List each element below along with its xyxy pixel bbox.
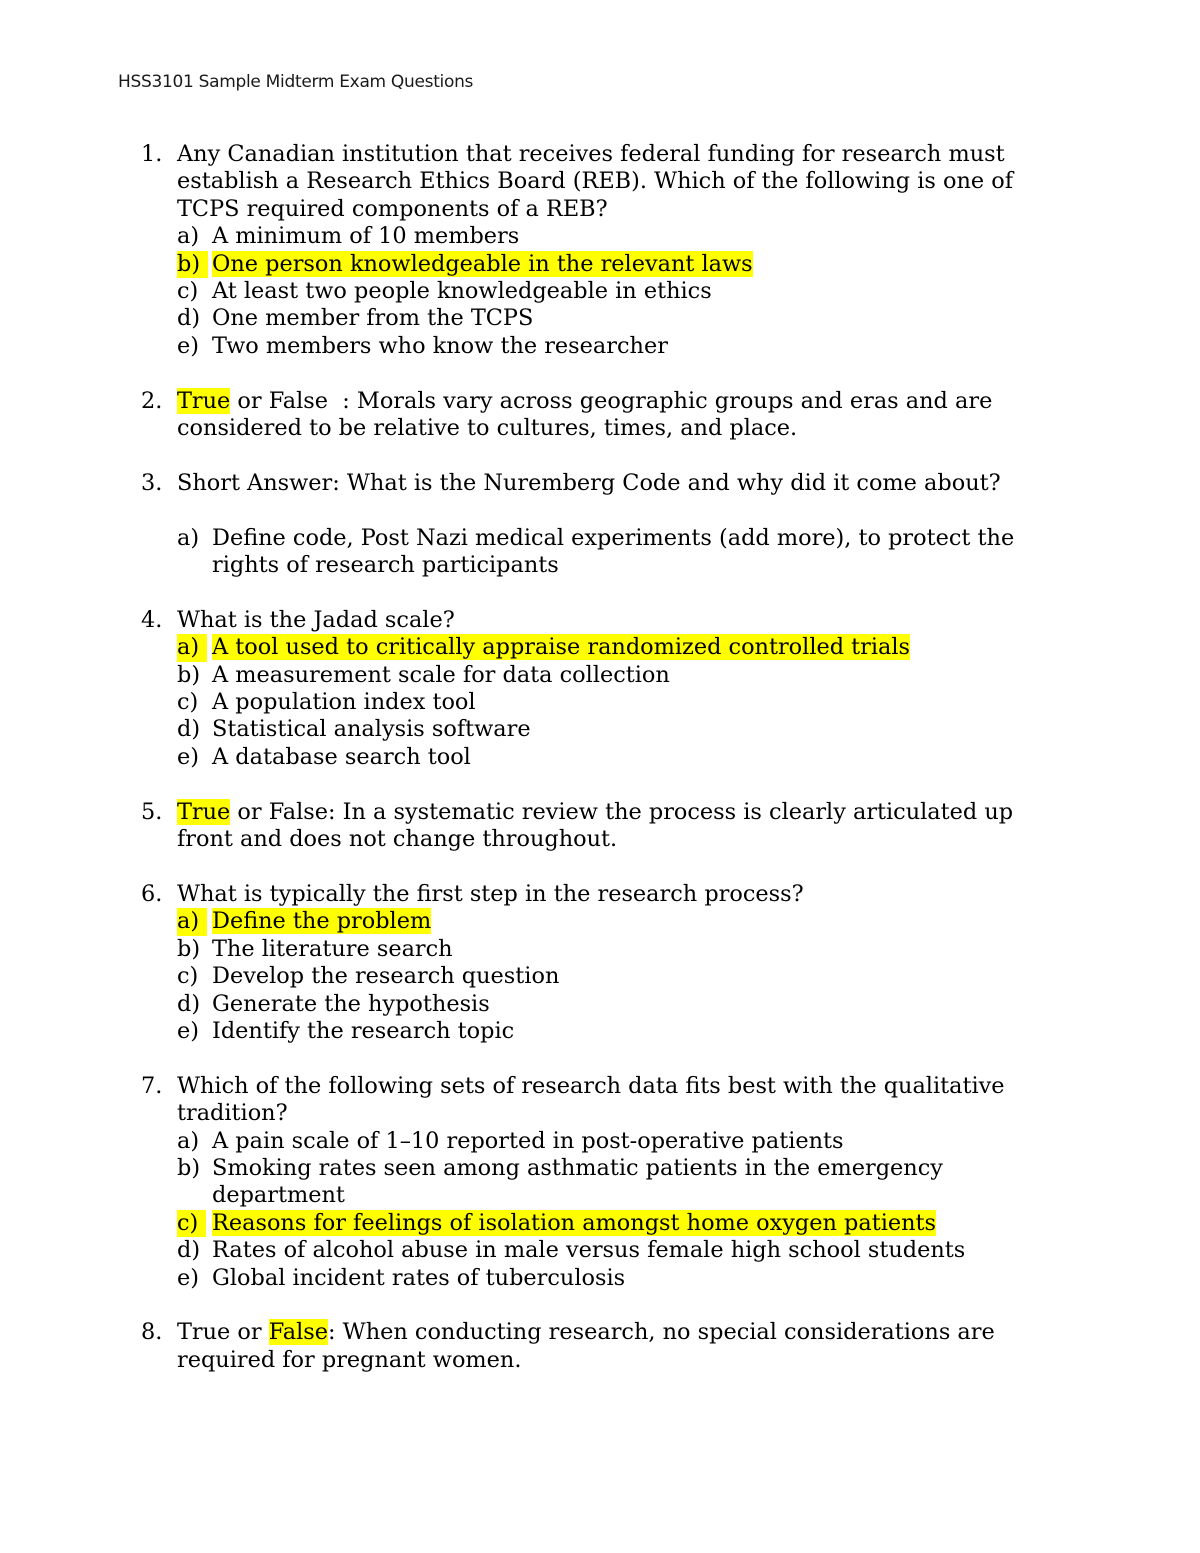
option-letter: b) xyxy=(177,935,201,962)
option-letter: a) xyxy=(177,634,207,661)
option-letter: b) xyxy=(177,1154,201,1181)
question-text: : When conducting research, no special considerations are xyxy=(328,1319,995,1346)
option-text: A tool used to critically appraise randomized controlled trials xyxy=(212,634,911,661)
question-text: What is the Jadad scale? xyxy=(177,606,455,633)
option-text: Define code, Post Nazi medical experiments (add more), to protect the xyxy=(212,524,1015,551)
option-a xyxy=(0,223,1200,250)
option-c xyxy=(0,689,1200,716)
option-letter: a) xyxy=(177,908,207,935)
option-b xyxy=(0,662,1200,689)
option-text: Two members who know the researcher xyxy=(212,332,668,359)
option-a-highlighted-answer xyxy=(0,634,1200,661)
question-number: 6. xyxy=(141,880,163,907)
option-text: At least two people knowledgeable in ethics xyxy=(212,278,712,305)
question-list xyxy=(0,141,1200,1374)
option-a-highlighted-answer xyxy=(0,908,1200,935)
question-8 xyxy=(0,1319,1200,1374)
question-4 xyxy=(0,607,1200,771)
question-text: Short Answer: What is the Nuremberg Code and why did it come about? xyxy=(177,469,1001,496)
question-text: Any Canadian institution that receives federal funding for research must xyxy=(177,141,1005,167)
question-text: considered to be relative to cultures, times, and place. xyxy=(177,415,798,442)
option-c-highlighted-answer xyxy=(0,1210,1200,1237)
option-text: A minimum of 10 members xyxy=(212,223,520,250)
question-number: 5. xyxy=(141,798,163,825)
option-b xyxy=(0,1155,1200,1182)
option-b xyxy=(0,936,1200,963)
option-e xyxy=(0,1265,1200,1292)
option-e xyxy=(0,333,1200,360)
question-text: tradition? xyxy=(177,1100,288,1127)
option-d xyxy=(0,716,1200,743)
answer-true-highlight: True xyxy=(177,387,231,414)
option-letter: c) xyxy=(177,1210,206,1237)
question-1 xyxy=(0,141,1200,360)
question-number: 8. xyxy=(141,1319,163,1346)
option-letter: e) xyxy=(177,1264,199,1291)
option-text: One member from the TCPS xyxy=(212,305,534,332)
option-text: Global incident rates of tuberculosis xyxy=(212,1264,626,1291)
option-e xyxy=(0,744,1200,771)
option-e xyxy=(0,1018,1200,1045)
option-d xyxy=(0,1237,1200,1264)
option-text: A population index tool xyxy=(212,689,476,716)
option-letter: d) xyxy=(177,305,201,332)
option-text: Rates of alcohol abuse in male versus female high school students xyxy=(212,1237,966,1264)
question-number: 1. xyxy=(141,141,163,167)
option-letter: b) xyxy=(177,251,208,278)
question-text: or False: In a systematic review the process is clearly articulated up xyxy=(230,798,1014,825)
option-letter: e) xyxy=(177,1017,199,1044)
option-a-short-answer xyxy=(0,525,1200,552)
option-text: Generate the hypothesis xyxy=(212,990,490,1017)
option-text: Develop the research question xyxy=(212,963,560,990)
question-text: or False : Morals vary across geographic groups and eras and are xyxy=(230,387,993,414)
question-6 xyxy=(0,881,1200,1045)
option-text: Identify the research topic xyxy=(212,1017,515,1044)
option-text: The literature search xyxy=(212,935,453,962)
question-3 xyxy=(0,470,1200,580)
answer-false-highlight: False xyxy=(268,1319,329,1346)
option-text: Statistical analysis software xyxy=(212,716,531,743)
option-letter: a) xyxy=(177,223,200,250)
option-letter: c) xyxy=(177,963,199,990)
option-text: Define the problem xyxy=(212,908,432,935)
question-number: 2. xyxy=(141,387,163,414)
question-text: required for pregnant women. xyxy=(177,1346,522,1373)
option-text: A database search tool xyxy=(212,743,471,770)
option-letter: d) xyxy=(177,716,201,743)
option-letter: e) xyxy=(177,743,199,770)
option-text: Reasons for feelings of isolation amongst home oxygen patients xyxy=(212,1209,937,1236)
question-7 xyxy=(0,1073,1200,1292)
question-5 xyxy=(0,799,1200,854)
option-c xyxy=(0,278,1200,305)
question-text: Which of the following sets of research data fits best with the qualitative xyxy=(177,1072,1005,1099)
question-number: 7. xyxy=(141,1072,163,1099)
option-text: Smoking rates seen among asthmatic patients in the emergency xyxy=(212,1154,943,1181)
option-letter: c) xyxy=(177,278,199,305)
option-letter: d) xyxy=(177,990,201,1017)
option-letter: e) xyxy=(177,332,199,359)
option-text: department xyxy=(212,1182,345,1209)
option-d xyxy=(0,991,1200,1018)
option-text: A measurement scale for data collection xyxy=(212,661,670,688)
option-text: One person knowledgeable in the relevant laws xyxy=(212,250,753,277)
question-text: What is typically the first step in the research process? xyxy=(177,880,804,907)
question-text: establish a Research Ethics Board (REB). Which of the following is one of xyxy=(177,168,1014,195)
option-d xyxy=(0,305,1200,332)
question-text: TCPS required components of a REB? xyxy=(177,195,608,222)
option-letter: b) xyxy=(177,661,201,688)
option-text: rights of research participants xyxy=(212,552,559,579)
page-header: HSS3101 Sample Midterm Exam Questions xyxy=(118,72,474,92)
option-letter: c) xyxy=(177,689,199,716)
question-2 xyxy=(0,388,1200,443)
option-letter: d) xyxy=(177,1237,201,1264)
answer-true-highlight: True xyxy=(177,798,231,825)
question-number: 4. xyxy=(141,606,163,633)
option-letter: a) xyxy=(177,524,200,551)
option-a xyxy=(0,1128,1200,1155)
question-text: front and does not change throughout. xyxy=(177,826,618,853)
question-number: 3. xyxy=(141,469,163,496)
question-text: True or xyxy=(177,1319,269,1346)
option-letter: a) xyxy=(177,1127,200,1154)
option-text: A pain scale of 1–10 reported in post-operative patients xyxy=(212,1127,844,1154)
option-b-highlighted-answer xyxy=(0,251,1200,278)
option-c xyxy=(0,963,1200,990)
